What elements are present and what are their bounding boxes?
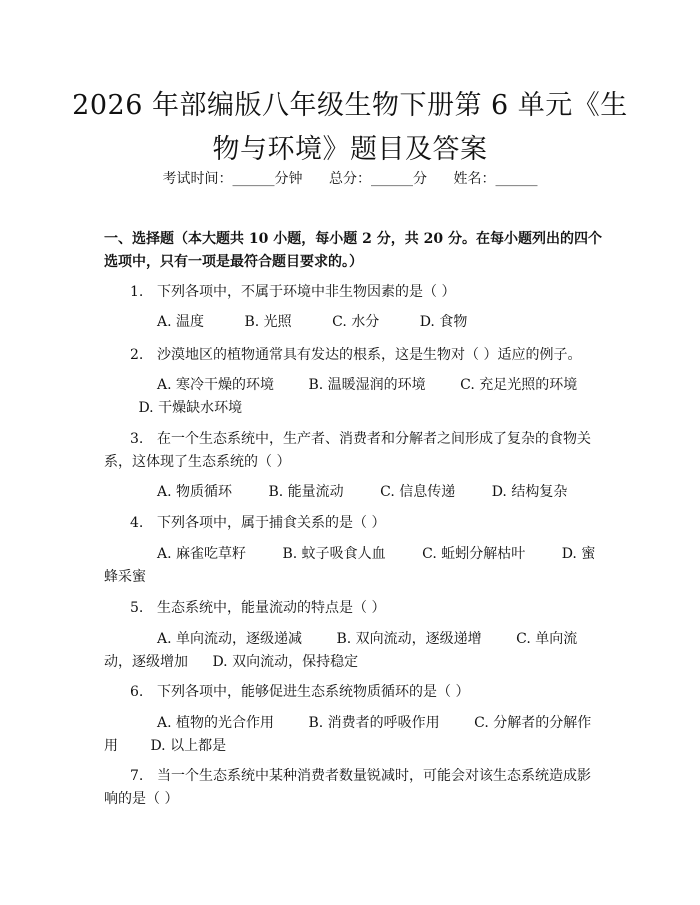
option-d: D. 蜜蜂采蜜	[104, 546, 596, 585]
option-b: B. 蚊子吸食人血	[282, 546, 386, 562]
question-text: 在一个生态系统中，生产者、消费者和分解者之间形成了复杂的食物关系，这体现了生态系统的（ ）	[104, 431, 591, 470]
question-1-options	[104, 311, 600, 334]
option-c: C. 单向流动，逐级增加	[104, 631, 578, 670]
option-c: C. 分解者的分解作用	[104, 715, 592, 754]
option-a: A. 麻雀吃草籽	[157, 546, 247, 562]
option-b: B. 温暖湿润的环境	[308, 377, 426, 393]
question-text: 下列各项中，不属于环境中非生物因素的是（ ）	[157, 284, 456, 300]
question-6-options	[104, 712, 600, 758]
option-a: A. 植物的光合作用	[157, 715, 275, 731]
option-a: A. 单向流动，逐级递减	[157, 631, 303, 647]
option-d: D. 食物	[419, 314, 468, 330]
option-b: B. 双向流动，逐级递增	[336, 631, 482, 647]
option-d: D. 以上都是	[150, 738, 227, 754]
option-a: A. 温度	[157, 314, 205, 330]
question-number: 6.	[130, 684, 144, 700]
question-1	[104, 281, 600, 304]
student-name-field: 姓名：______	[453, 171, 538, 187]
option-c: C. 蚯蚓分解枯叶	[422, 546, 526, 562]
total-score-field: 总分：______分	[329, 171, 427, 187]
option-a: A. 寒冷干燥的环境	[157, 377, 275, 393]
question-text: 生态系统中，能量流动的特点是（ ）	[157, 600, 386, 616]
question-5-options	[104, 628, 600, 674]
question-number: 2.	[130, 347, 144, 363]
option-d: D. 双向流动，保持稳定	[212, 654, 359, 670]
option-d: D. 结构复杂	[491, 484, 568, 500]
question-number: 4.	[130, 515, 144, 531]
option-c: C. 信息传递	[380, 484, 456, 500]
question-number: 5.	[130, 600, 144, 616]
option-c: C. 水分	[332, 314, 380, 330]
question-number: 3.	[130, 431, 144, 447]
option-d: D. 干燥缺水环境	[138, 400, 243, 416]
exam-time-field: 考试时间：______分钟	[162, 171, 303, 187]
title-line-2: 物与环境》题目及答案	[212, 134, 488, 165]
page-title	[60, 84, 640, 172]
question-6	[104, 681, 600, 704]
question-text: 下列各项中，能够促进生态系统物质循环的是（ ）	[157, 684, 470, 700]
question-3-options	[104, 481, 600, 504]
option-b: B. 消费者的呼吸作用	[308, 715, 440, 731]
option-a: A. 物质循环	[157, 484, 233, 500]
question-2-options	[104, 374, 600, 420]
question-number: 1.	[130, 284, 144, 300]
section-heading: 一、选择题（本大题共 10 小题，每小题 2 分，共 20 分。在每小题列出的四个选项中，只有一项是最符合题目要求的。）	[104, 231, 602, 270]
question-text: 当一个生态系统中某种消费者数量锐减时，可能会对该生态系统造成影响的是（ ）	[104, 768, 591, 807]
option-b: B. 光照	[244, 314, 292, 330]
question-text: 沙漠地区的植物通常具有发达的根系，这是生物对（ ）适应的例子。	[157, 347, 582, 363]
option-b: B. 能量流动	[268, 484, 344, 500]
exam-meta	[0, 168, 700, 190]
question-7	[104, 765, 600, 811]
question-3	[104, 428, 600, 474]
question-4	[104, 512, 600, 535]
question-4-options	[104, 543, 600, 589]
question-5	[104, 597, 600, 620]
option-c: C. 充足光照的环境	[460, 377, 578, 393]
question-text: 下列各项中，属于捕食关系的是（ ）	[157, 515, 386, 531]
title-line-1: 2026 年部编版八年级生物下册第 6 单元《生	[72, 90, 628, 121]
question-number: 7.	[130, 768, 144, 784]
question-2	[104, 344, 600, 367]
